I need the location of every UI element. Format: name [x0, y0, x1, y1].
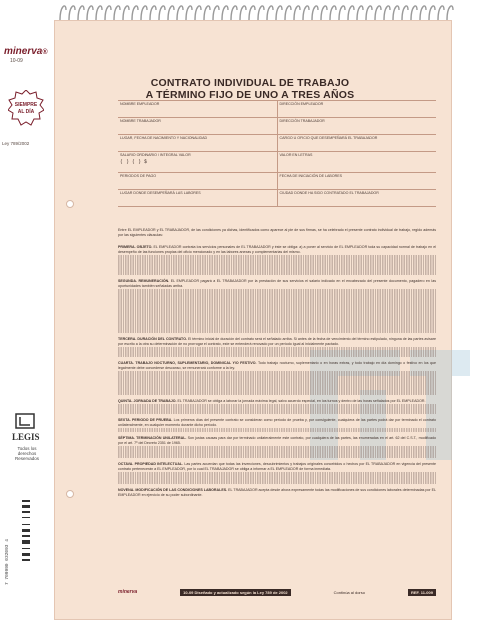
spiral-coil	[321, 6, 327, 20]
field-nombre-trabajador[interactable]: NOMBRE TRABAJADOR	[120, 119, 161, 123]
spiral-coil	[366, 6, 372, 20]
title-line-2: A TÉRMINO FIJO DE UNO A TRES AÑOS	[145, 89, 355, 101]
barcode-bar	[22, 559, 30, 561]
footer-brand: minerva	[118, 589, 138, 595]
spiral-coil	[114, 6, 120, 20]
field-direccion-empleador[interactable]: DIRECCIÓN EMPLEADOR	[277, 101, 437, 117]
brand-logo: minerva®	[4, 46, 48, 57]
clause-sexta	[118, 418, 436, 432]
binder-hole-top	[66, 200, 74, 208]
siempre-al-dia-seal	[8, 90, 44, 126]
clauses-list	[118, 245, 436, 501]
left-margin-column	[0, 0, 52, 600]
salary-checkboxes[interactable]: ( ) ( ) $	[120, 159, 148, 165]
spiral-coil	[159, 6, 165, 20]
document-title	[60, 77, 440, 101]
spiral-coil	[258, 6, 264, 20]
field-cargo-oficio[interactable]: CARGO U OFICIO QUE DESEMPEÑARÁ EL TRABAJADOR	[277, 135, 437, 151]
brand-code: 10-09	[10, 58, 23, 64]
field-ciudad-contratacion[interactable]: CIUDAD DONDE HA SIDO CONTRATADO EL TRABAJADOR	[277, 190, 437, 206]
clause-label: OCTAVA. PROPIEDAD INTELECTUAL.	[118, 462, 184, 467]
spiral-coil	[177, 6, 183, 20]
clause-text: EL TRABAJADOR acepta desde ahora expresamente todas las modificaciones de sus condiciones laborales determinadas por EL EMPLEADOR en ejercicio de su poder subordinante.	[118, 488, 437, 497]
spiral-coil	[249, 6, 255, 20]
field-lugar-labores[interactable]: LUGAR DONDE DESEMPEÑARÁ LAS LABORES	[120, 191, 201, 195]
clause-primera	[118, 245, 436, 275]
spiral-coil	[132, 6, 138, 20]
spiral-coil	[195, 6, 201, 20]
spiral-coil	[411, 6, 417, 20]
spiral-coil	[222, 6, 228, 20]
barcode-number: 7 709990 032093 4	[5, 539, 10, 585]
spiral-coil	[60, 6, 66, 20]
clause-label: SEGUNDA. REMUNERACIÓN.	[118, 278, 170, 283]
clause-label: SÉPTIMA. TERMINACIÓN UNILATERAL.	[118, 436, 187, 441]
publisher-name: LEGIS	[12, 432, 40, 442]
spiral-coil	[150, 6, 156, 20]
clause-septima	[118, 436, 436, 458]
field-fecha-iniciacion[interactable]: FECHA DE INICIACIÓN DE LABORES	[277, 173, 437, 189]
barcode-bar	[22, 540, 30, 544]
barcode-bar	[22, 535, 30, 537]
spiral-coil	[267, 6, 273, 20]
spiral-coil	[384, 6, 390, 20]
spiral-coil	[420, 6, 426, 20]
clause-quinta	[118, 399, 436, 414]
clause-label: QUINTA. JORNADA DE TRABAJO.	[118, 398, 177, 403]
clause-text: El término inicial de duración del contrato será el señalado arriba. Si antes de la fecha de vencimiento del término estipulado, ninguna de las partes avisare por escrito a la otra su determinación de no prorrogar el contrato, este se entenderá renovado por un período igual al inicialmente pactado.	[118, 336, 436, 346]
clause-text: Los primeros días del presente contrato se consideran como período de prueba y, por consiguiente, cualquiera de las partes podrá dar por terminado el contrato unilateralmente, en cualquier momento durante dicho período.	[118, 418, 436, 427]
spiral-coil	[123, 6, 129, 20]
clause-segunda	[118, 279, 436, 333]
barcode-bar	[22, 524, 30, 525]
form-row	[118, 117, 436, 134]
spiral-coil	[330, 6, 336, 20]
clause-text: Las partes acuerdan que todas las invenciones, descubrimientos y trabajos originales concebidos o hechos por EL TRABAJADOR en vigencia del presente contrato pertenecerán a EL EMPLEADOR, por lo cual EL TRABAJADOR se obliga a informar a EL EMPLEADOR de forma inmediata.	[118, 462, 437, 471]
barcode-bar	[22, 553, 30, 556]
barcode-bar	[22, 548, 30, 549]
spiral-coil	[375, 6, 381, 20]
clause-tercera	[118, 337, 436, 357]
title-line-1: CONTRATO INDIVIDUAL DE TRABAJO	[150, 77, 350, 89]
seal-line-1: SIEMPRE	[14, 102, 38, 108]
clause-octava	[118, 462, 436, 484]
form-row	[118, 100, 436, 117]
clause-label: PRIMERA. OBJETO.	[118, 245, 153, 249]
barcode-bar	[22, 505, 30, 508]
form-row	[118, 189, 436, 207]
clause-novena	[118, 488, 436, 497]
clause-label: SEXTA. PERIODO DE PRUEBA.	[118, 418, 173, 423]
field-salario-label: SALARIO ORDINARIO / INTEGRAL VALOR	[120, 153, 191, 157]
legis-logo-icon	[14, 412, 36, 430]
form-row	[118, 151, 436, 172]
form-row	[118, 134, 436, 151]
clause-cuarta	[118, 361, 436, 395]
spiral-coil	[231, 6, 237, 20]
law-reference: Ley 789/2002	[2, 141, 30, 146]
footer-ref: REF. 11-009	[408, 589, 436, 596]
brand-name: minerva	[4, 46, 43, 57]
spiral-coil	[213, 6, 219, 20]
spiral-coil	[168, 6, 174, 20]
spiral-coil	[96, 6, 102, 20]
spiral-binding	[0, 0, 500, 20]
form-row	[118, 172, 436, 189]
publisher-rights: Todos los derechos Reservados	[14, 446, 39, 461]
barcode-bar	[22, 511, 30, 513]
clause-text: Todo trabajo nocturno, suplementario o en horas extras, y todo trabajo en día domingo o festivo en los que legalmente debe concederse descanso, se remunerará conforme a la ley.	[118, 360, 436, 370]
clause-label: TERCERA. DURACIÓN DEL CONTRATO.	[118, 336, 187, 341]
field-nombre-empleador[interactable]: NOMBRE EMPLEADOR	[120, 102, 160, 106]
spiral-coil	[87, 6, 93, 20]
spiral-coil	[438, 6, 444, 20]
field-periodos-pago[interactable]: PERIODOS DE PAGO	[120, 174, 157, 178]
spiral-coil	[348, 6, 354, 20]
footer-form-code: 10-09 Diseñado y actualizado según la Ley 789 de 2002	[180, 589, 291, 596]
barcode	[22, 500, 30, 600]
clause-text: EL TRABAJADOR se obliga a laborar la jornada máxima legal, salvo acuerdo especial, en los turnos y dentro de las horas señalados por EL EMPLEADOR.	[177, 398, 426, 403]
barcode-bar	[22, 500, 30, 502]
seal-line-2: AL DÍA	[17, 109, 35, 115]
footer-continue: Continúa al dorso	[333, 589, 365, 595]
binder-hole-bottom	[66, 490, 74, 498]
spiral-coil	[78, 6, 84, 20]
page-footer	[118, 587, 436, 597]
spiral-coil	[285, 6, 291, 20]
spiral-coil	[357, 6, 363, 20]
spiral-coil	[294, 6, 300, 20]
field-salario[interactable]	[118, 152, 277, 172]
spiral-coil	[393, 6, 399, 20]
spiral-coil	[105, 6, 111, 20]
spiral-coil	[447, 6, 453, 20]
spiral-coil	[186, 6, 192, 20]
field-nacimiento-nacionalidad[interactable]: LUGAR, FECHA DE NACIMIENTO Y NACIONALIDAD	[120, 136, 208, 140]
clause-text: EL EMPLEADOR pagará a EL TRABAJADOR por la prestación de sus servicios el salario indicado en el encabezado del presente documento, pagadero en las oportunidades también señaladas arriba.	[118, 278, 437, 288]
spiral-coil	[141, 6, 147, 20]
field-direccion-trabajador[interactable]: DIRECCIÓN TRABAJADOR	[277, 118, 437, 134]
spiral-coil	[276, 6, 282, 20]
clause-text: EL EMPLEADOR contrata los servicios personales de EL TRABAJADOR y éste se obliga: a) a poner al servicio de EL EMPLEADOR toda su capacidad normal de trabajo en el desempeño de las funciones propias del oficio mencionado y en las labores anexas y complementarias del mismo.	[118, 245, 437, 254]
contract-header-form	[118, 100, 436, 207]
barcode-bar	[22, 517, 30, 518]
barcode-bar	[22, 529, 30, 532]
spiral-coil	[303, 6, 309, 20]
contract-intro: Entre EL EMPLEADOR y EL TRABAJADOR, de las condiciones ya dichas, identificados como aparece al pie de sus firmas, se ha celebrado el presente contrato individual de trabajo, regido además por las siguientes cláusulas:	[118, 228, 436, 237]
spiral-coil	[240, 6, 246, 20]
spiral-coil	[204, 6, 210, 20]
clause-label: NOVENA. MODIFICACIÓN DE LAS CONDICIONES LABORALES.	[118, 488, 228, 493]
spiral-coil	[429, 6, 435, 20]
clause-label: CUARTA. TRABAJO NOCTURNO, SUPLEMENTARIO, DOMINICAL Y/O FESTIVO.	[118, 360, 257, 365]
spiral-coil	[69, 6, 75, 20]
spiral-coil	[402, 6, 408, 20]
spiral-coil	[312, 6, 318, 20]
clause-text: Son justas causas para dar por terminado unilateralmente este contrato, por cualquiera de las partes, las enumeradas en el art. 62 del C.S.T., modificado por el art. 7º del Decreto 2351 de 1965.	[118, 436, 436, 445]
field-valor-letras[interactable]: VALOR EN LETRAS	[277, 152, 437, 172]
spiral-coil	[339, 6, 345, 20]
